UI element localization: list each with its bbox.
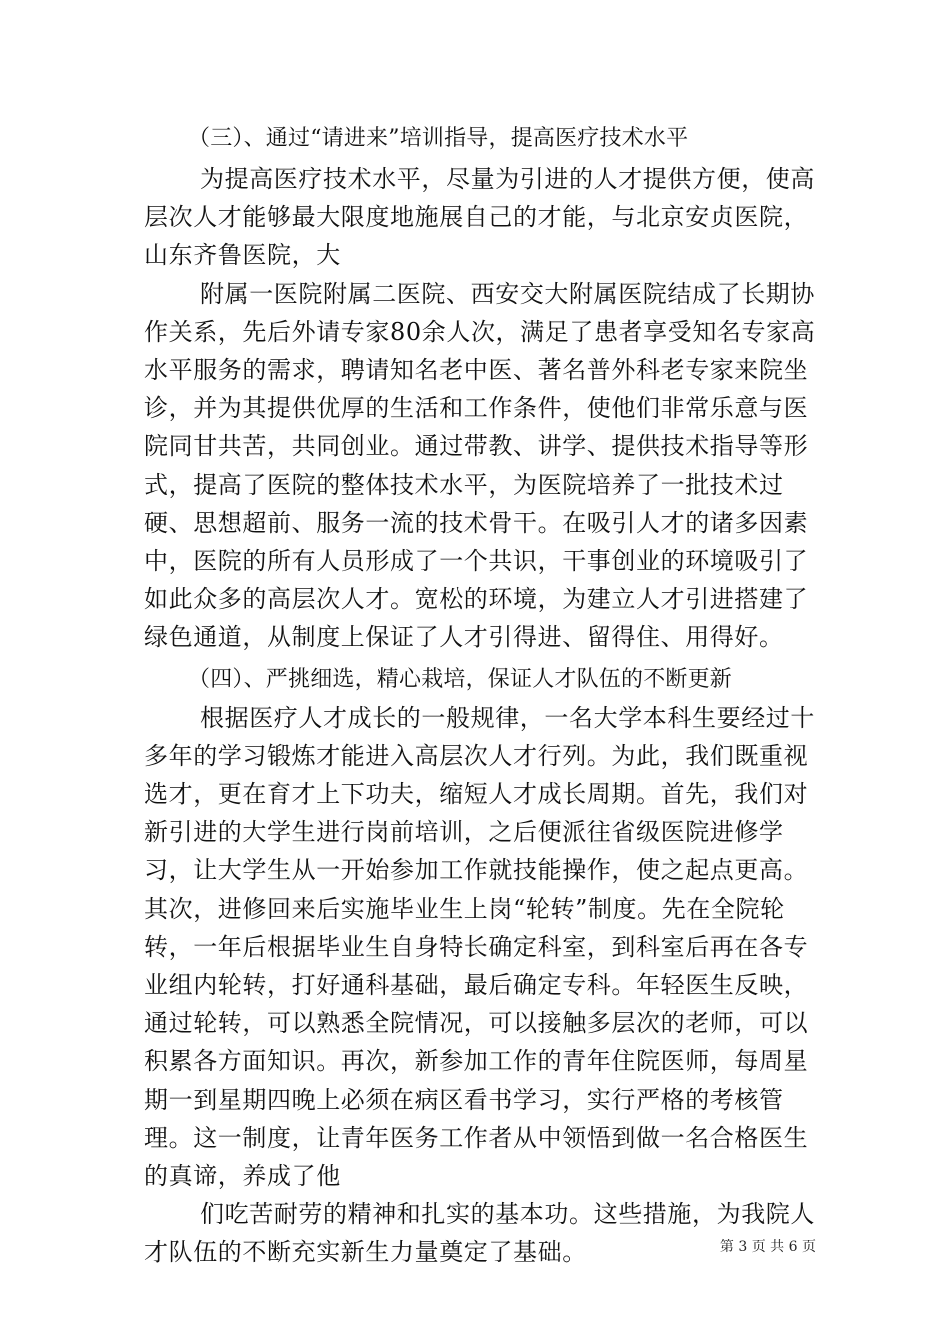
section-3-paragraph-2: 附属一医院附属二医院、西安交大附属医院结成了长期协作关系，先后外请专家80余人次，满足了患者享受知名专家高水平服务的需求，聘请知名老中医、著名普外科老专家来院坐诊，并为其提供优厚的生活和工作条件，使他们非常乐意与医院同甘共苦，共同创业。通过带教、讲学、提供技术指导等形式，提高了医院的整体技术水平，为医院培养了一批技术过硬、思想超前、服务一流的技术骨干。在吸引人才的诸多因素中，医院的所有人员形成了一个共识，干事创业的环境吸引了如此众多的高层次人才。宽松的环境，为建立人才引进搭建了绿色通道，从制度上保证了人才引得进、留得住、用得好。	[144, 279, 816, 652]
page-number-footer: 第 3 页 共 6 页	[719, 1239, 816, 1255]
section-4-paragraph-2: 们吃苦耐劳的精神和扎实的基本功。这些措施，为我院人才队伍的不断充实新生力量奠定了基础。	[144, 1200, 815, 1267]
section-3-paragraph-1: 为提高医疗技术水平，尽量为引进的人才提供方便，使高层次人才能够最大限度地施展自己的才能，与北京安贞医院，山东齐鲁医院，大	[144, 165, 815, 270]
document-body	[144, 120, 816, 1272]
section-heading-4: （四）、严挑细选，精心栽培，保证人才队伍的不断更新	[188, 666, 733, 692]
section-4-paragraph-1: 根据医疗人才成长的一般规律，一名大学本科生要经过十多年的学习锻炼才能进入高层次人才行列。为此，我们既重视选才，更在育才上下功夫，缩短人才成长周期。首先，我们对新引进的大学生进行岗前培训，之后便派往省级医院进修学习，让大学生从一开始参加工作就技能操作，使之起点更高。其次，进修回来后实施毕业生上岗“轮转”制度。先在全院轮转，一年后根据毕业生自身特长确定科室，到科室后再在各专业组内轮转，打好通科基础，最后确定专科。年轻医生反映，通过轮转，可以熟悉全院情况，可以接触多层次的老师，可以积累各方面知识。再次，新参加工作的青年住院医师，每周星期一到星期四晚上必须在病区看书学习，实行严格的考核管理。这一制度，让青年医务工作者从中领悟到做一名合格医生的真谛，养成了他	[144, 703, 815, 1191]
section-heading-3: （三）、通过“请进来”培训指导，提高医疗技术水平	[188, 126, 689, 151]
